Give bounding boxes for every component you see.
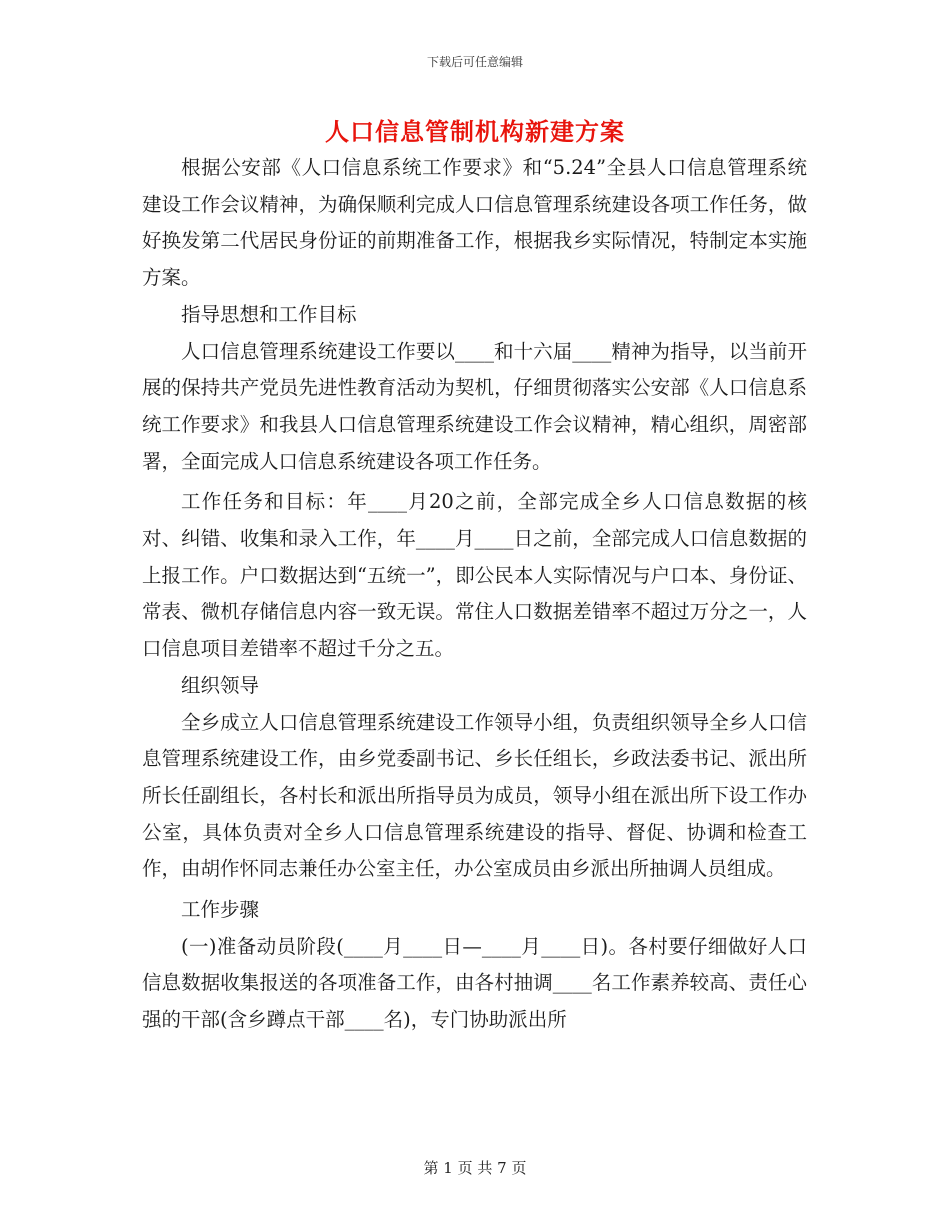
- intro-paragraph: 根据公安部《人口信息系统工作要求》和“5.24”全县人口信息管理系统建设工作会议精神，为确保顺利完成人口信息管理系统建设各项工作任务，做好换发第二代居民身份证的前期准备工作，根据我乡实际情况，特制定本实施方案。: [142, 156, 807, 290]
- guiding-principles-paragraph: 人口信息管理系统建设工作要以____和十六届____精神为指导，以当前开展的保持共产党员先进性教育活动为契机，仔细贯彻落实公安部《人口信息系统工作要求》和我县人口信息管理系统建设工作会议精神，精心组织，周密部署，全面完成人口信息系统建设各项工作任务。: [142, 339, 807, 473]
- section-heading-guiding-principles: 指导思想和工作目标: [181, 302, 357, 326]
- preparation-stage-paragraph: (一)准备动员阶段(____月____日—____月____日)。各村要仔细做好人口信息数据收集报送的各项准备工作，由各村抽调____名工作素养较高、责任心强的干部(含乡蹲点干部____名)，专门协助派出所: [142, 934, 807, 1032]
- leadership-paragraph: 全乡成立人口信息管理系统建设工作领导小组，负责组织领导全乡人口信息管理系统建设工作，由乡党委副书记、乡长任组长，乡政法委书记、派出所所长任副组长，各村长和派出所指导员为成员，领导小组在派出所下设工作办公室，具体负责对全乡人口信息管理系统建设的指导、督促、协调和检查工作，由胡作怀同志兼任办公室主任，办公室成员由乡派出所抽调人员组成。: [142, 710, 807, 881]
- document-title: 人口信息管制机构新建方案: [325, 117, 625, 146]
- section-heading-leadership: 组织领导: [181, 673, 260, 697]
- page-header-note: 下载后可任意编辑: [426, 55, 523, 69]
- page-number-footer: 第 1 页 共 7 页: [423, 1159, 527, 1177]
- tasks-goals-paragraph: 工作任务和目标：年____月20之前，全部完成全乡人口信息数据的核对、纠错、收集和录入工作，年____月____日之前，全部完成人口信息数据的上报工作。户口数据达到“五统一”，即公民本人实际情况与户口本、身份证、常表、微机存储信息内容一致无误。常住人口数据差错率不超过万分之一，人口信息项目差错率不超过千分之五。: [142, 490, 807, 661]
- section-heading-work-steps: 工作步骤: [181, 898, 260, 922]
- document-body: [142, 150, 807, 1039]
